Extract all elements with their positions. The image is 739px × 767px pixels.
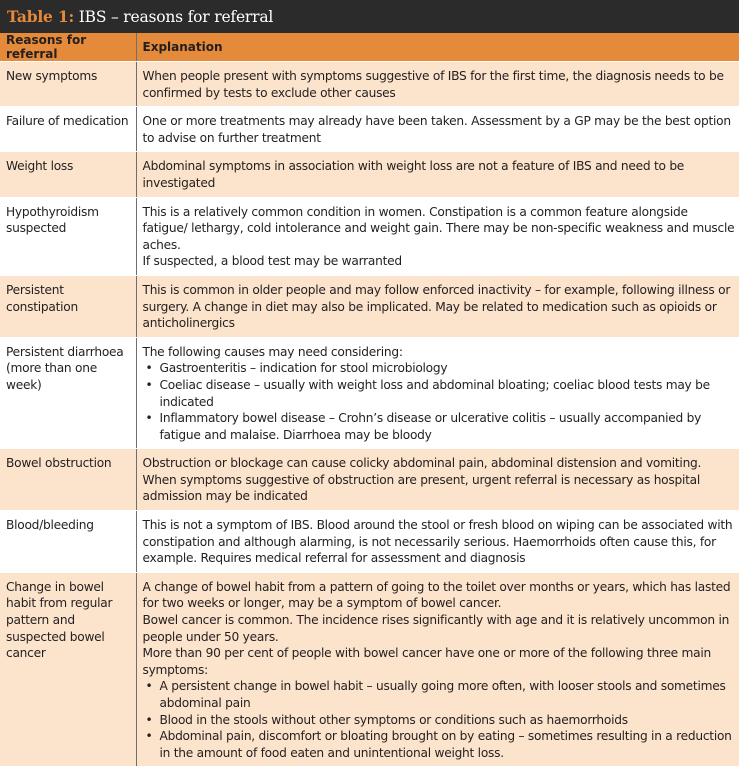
reason-cell: Hypothyroidism suspected — [0, 197, 136, 275]
explanation-paragraph: Abdominal symptoms in association with weight loss are not a feature of IBS and need to be investigated — [142, 159, 685, 190]
bullet-item: • Gastroenteritis – indication for stool microbiology — [143, 360, 736, 377]
explanation-cell — [136, 337, 739, 449]
bullet-item: • Abdominal pain, discomfort or bloating brought on by eating – sometimes resulting in a reduction in the amount of food eaten and unintentional weight loss. — [143, 728, 736, 761]
explanation-paragraph: One or more treatments may already have been taken. Assessment by a GP may be the best option to advise on further treatment — [142, 114, 731, 145]
explanation-cell — [136, 152, 739, 197]
explanation-paragraph: If suspected, a blood test may be warranted — [142, 254, 402, 269]
explanation-paragraph: A change of bowel habit from a pattern of going to the toilet over months or years, which has lasted for two weeks or longer, may be a symptom of bowel cancer. — [142, 579, 731, 611]
explanation-cell — [136, 572, 739, 767]
header-explanation: Explanation — [136, 33, 739, 62]
reason-cell: Persistent diarrhoea (more than one week) — [0, 337, 136, 449]
explanation-paragraph: The following causes may need considering: — [142, 344, 403, 359]
reason-cell: Failure of medication — [0, 107, 136, 152]
explanation-paragraph: Bowel cancer is common. The incidence rises significantly with age and it is relatively uncommon in people under 50 years. — [142, 613, 730, 644]
header-row — [0, 33, 739, 62]
bullet-list — [143, 360, 736, 443]
table-row — [0, 152, 739, 197]
table-row — [0, 572, 739, 767]
reason-cell: Weight loss — [0, 152, 136, 197]
bullet-item: • Blood in the stools without other symptoms or conditions such as haemorrhoids — [143, 712, 736, 729]
table-row — [0, 275, 739, 337]
explanation-cell — [136, 449, 739, 511]
reason-cell: Persistent constipation — [0, 275, 136, 337]
explanation-paragraph: This is a relatively common condition in women. Constipation is a common feature alongside fatigue/ lethargy, cold intolerance and weight gain. There may be non-specific weakness and muscle aches. — [142, 204, 735, 252]
reason-cell: Blood/bleeding — [0, 511, 136, 573]
reason-cell: New symptoms — [0, 62, 136, 107]
bullet-list — [143, 678, 736, 761]
explanation-paragraph: When symptoms suggestive of obstruction are present, urgent referral is necessary as hospital admission may be indicated — [142, 472, 700, 504]
explanation-cell — [136, 511, 739, 573]
explanation-cell — [136, 62, 739, 107]
table-number-label: Table 1: — [7, 7, 74, 26]
table-row — [0, 107, 739, 152]
table-body — [0, 62, 739, 767]
header-reason: Reasons for referral — [0, 33, 136, 62]
table-row — [0, 62, 739, 107]
explanation-paragraph: This is not a symptom of IBS. Blood around the stool or fresh blood on wiping can be associated with constipation and although alarming, is not necessarily serious. Haemorrhoids often cause this, for example. Requires medical referral for assessment and diagnosis — [142, 518, 733, 566]
reason-cell: Bowel obstruction — [0, 449, 136, 511]
table-row — [0, 197, 739, 275]
explanation-cell — [136, 275, 739, 337]
table-row — [0, 449, 739, 511]
table-title-text: IBS – reasons for referral — [74, 8, 274, 26]
explanation-cell — [136, 197, 739, 275]
explanation-paragraph: Obstruction or blockage can cause colicky abdominal pain, abdominal distension and vomiting. — [142, 456, 702, 471]
explanation-cell — [136, 107, 739, 152]
bullet-item: • Inflammatory bowel disease – Crohn’s disease or ulcerative colitis – usually accompanied by fatigue and malaise. Diarrhoea may be bloody — [143, 410, 736, 443]
explanation-paragraph: More than 90 per cent of people with bowel cancer have one or more of the following three main symptoms: — [142, 646, 712, 677]
reason-cell: Change in bowel habit from regular pattern and suspected bowel cancer — [0, 572, 136, 767]
table-row — [0, 511, 739, 573]
referral-table — [0, 33, 739, 767]
explanation-paragraph: This is common in older people and may follow enforced inactivity – for example, following illness or surgery. A change in diet may also be implicated. May be related to medication such as opioids or anticholinergics — [142, 282, 731, 331]
table-title — [0, 0, 739, 33]
bullet-item: • Coeliac disease – usually with weight loss and abdominal bloating; coeliac blood tests may be indicated — [143, 377, 736, 410]
table-row — [0, 337, 739, 449]
explanation-paragraph: When people present with symptoms suggestive of IBS for the first time, the diagnosis needs to be confirmed by tests to exclude other causes — [142, 69, 724, 100]
bullet-item: • A persistent change in bowel habit – usually going more often, with looser stools and sometimes abdominal pain — [143, 678, 736, 711]
